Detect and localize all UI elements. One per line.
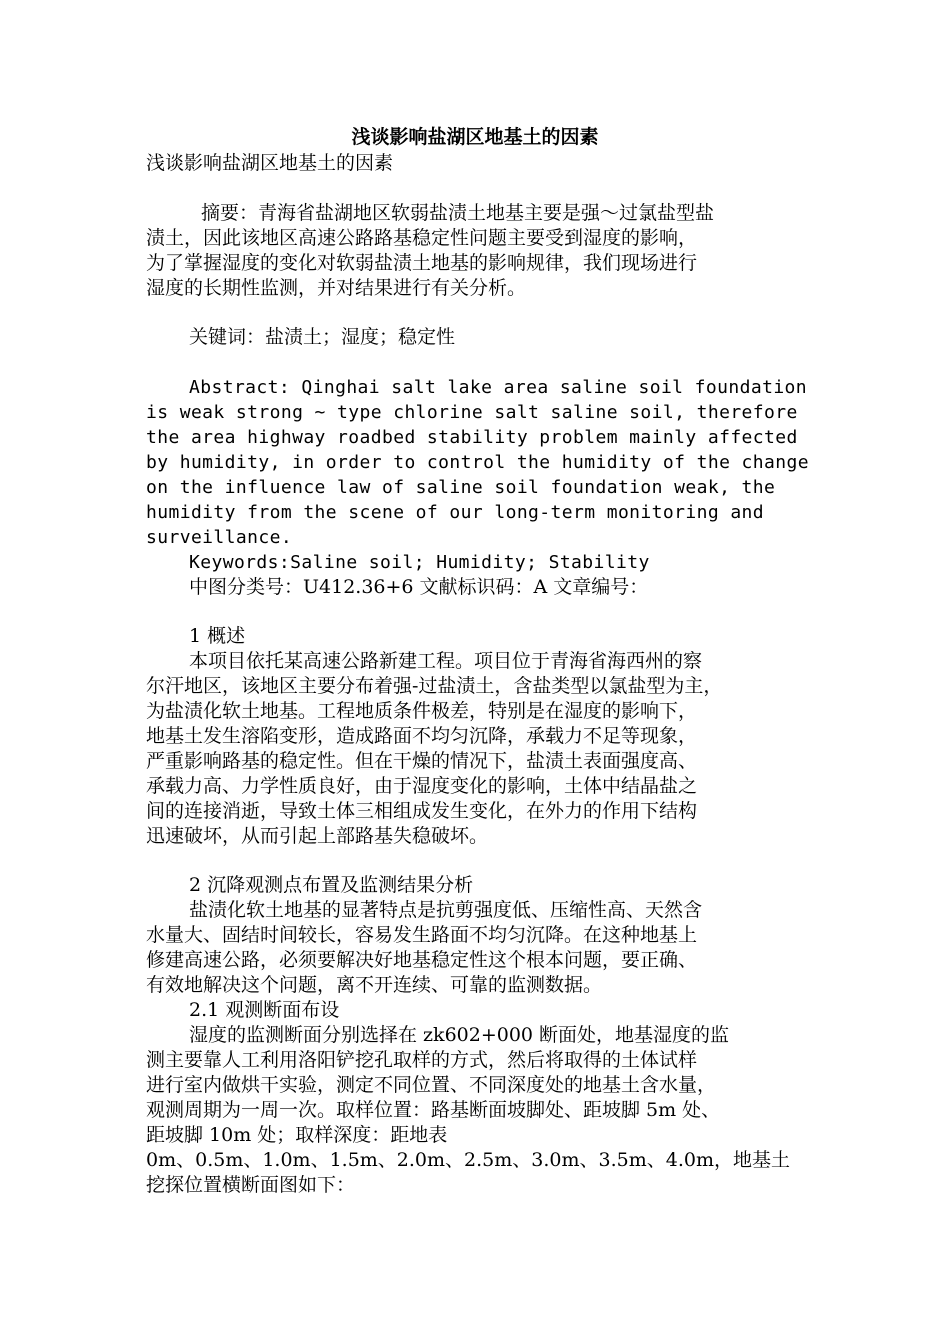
abstract-en-line: is weak strong ~ type chlorine salt saline soil, therefore [146, 402, 798, 423]
section-2-1-line: 进行室内做烘干实验，测定不同位置、不同深度处的地基土含水量， [146, 1074, 717, 1096]
keywords-cn: 关键词：盐渍土；湿度；稳定性 [189, 326, 456, 348]
section-1-line: 为盐渍化软土地基。工程地质条件极差，特别是在湿度的影响下， [146, 700, 698, 722]
section-2-heading: 2 沉降观测点布置及监测结果分析 [189, 874, 474, 896]
section-2-line: 水量大、固结时间较长，容易发生路面不均匀沉降。在这种地基上 [146, 924, 698, 946]
abstract-cn-line: 为了掌握湿度的变化对软弱盐渍土地基的影响规律，我们现场进行 [146, 252, 698, 274]
abstract-en-line: surveillance. [146, 527, 293, 548]
section-2-line: 有效地解决这个问题，离不开连续、可靠的监测数据。 [146, 974, 603, 996]
classification-line: 中图分类号：U412.36+6 文献标识码：A 文章编号： [189, 576, 649, 598]
section-1-line: 本项目依托某高速公路新建工程。项目位于青海省海西州的察 [189, 650, 703, 672]
section-2-line: 修建高速公路，必须要解决好地基稳定性这个根本问题，要正确、 [146, 949, 698, 971]
section-1-line: 迅速破坏，从而引起上部路基失稳破坏。 [146, 825, 489, 847]
keywords-en: Keywords:Saline soil; Humidity; Stability [189, 552, 650, 573]
abstract-cn-line: 渍土，因此该地区高速公路路基稳定性问题主要受到湿度的影响， [146, 227, 698, 249]
section-1-line: 地基土发生溶陷变形，造成路面不均匀沉降，承载力不足等现象， [146, 725, 698, 747]
document-subtitle: 浅谈影响盐湖区地基土的因素 [146, 152, 394, 174]
abstract-en-line: the area highway roadbed stability problem mainly affected [146, 427, 798, 448]
section-1-line: 间的连接消逝，导致土体三相组成发生变化，在外力的作用下结构 [146, 800, 698, 822]
section-1-heading: 1 概述 [189, 625, 246, 647]
section-1-line: 承载力高、力学性质良好，由于湿度变化的影响，土体中结晶盐之 [146, 775, 698, 797]
section-1-line: 严重影响路基的稳定性。但在干燥的情况下，盐渍土表面强度高、 [146, 750, 698, 772]
document-title: 浅谈影响盐湖区地基土的因素 [351, 126, 599, 148]
section-1-line: 尔汗地区，该地区主要分布着强-过盐渍土，含盐类型以氯盐型为主， [146, 675, 723, 697]
section-2-1-heading: 2.1 观测断面布设 [189, 999, 340, 1021]
section-2-1-line: 观测周期为一周一次。取样位置：路基断面坡脚处、距坡脚 5m 处、 [146, 1099, 721, 1121]
abstract-cn-line: 湿度的长期性监测，并对结果进行有关分析。 [146, 277, 527, 299]
section-2-1-line: 湿度的监测断面分别选择在 zk602+000 断面处，地基湿度的监 [189, 1024, 730, 1046]
abstract-en-line: by humidity, in order to control the humidity of the change [146, 452, 809, 473]
section-2-1-line: 挖探位置横断面图如下： [146, 1174, 356, 1196]
section-2-1-line: 测主要靠人工利用洛阳铲挖孔取样的方式，然后将取得的土体试样 [146, 1049, 698, 1071]
section-2-line: 盐渍化软土地基的显著特点是抗剪强度低、压缩性高、天然含 [189, 899, 703, 921]
section-2-1-line: 距坡脚 10m 处；取样深度：距地表 [146, 1124, 448, 1146]
section-2-1-line: 0m、0.5m、1.0m、1.5m、2.0m、2.5m、3.0m、3.5m、4.0m，地基土 [146, 1149, 790, 1171]
abstract-cn-line: 摘要：青海省盐湖地区软弱盐渍土地基主要是强～过氯盐型盐 [201, 202, 715, 224]
abstract-en-line: Abstract: Qinghai salt lake area saline soil foundation [189, 377, 808, 398]
abstract-en-line: on the influence law of saline soil foundation weak, the [146, 477, 776, 498]
abstract-en-line: humidity from the scene of our long-term monitoring and [146, 502, 765, 523]
